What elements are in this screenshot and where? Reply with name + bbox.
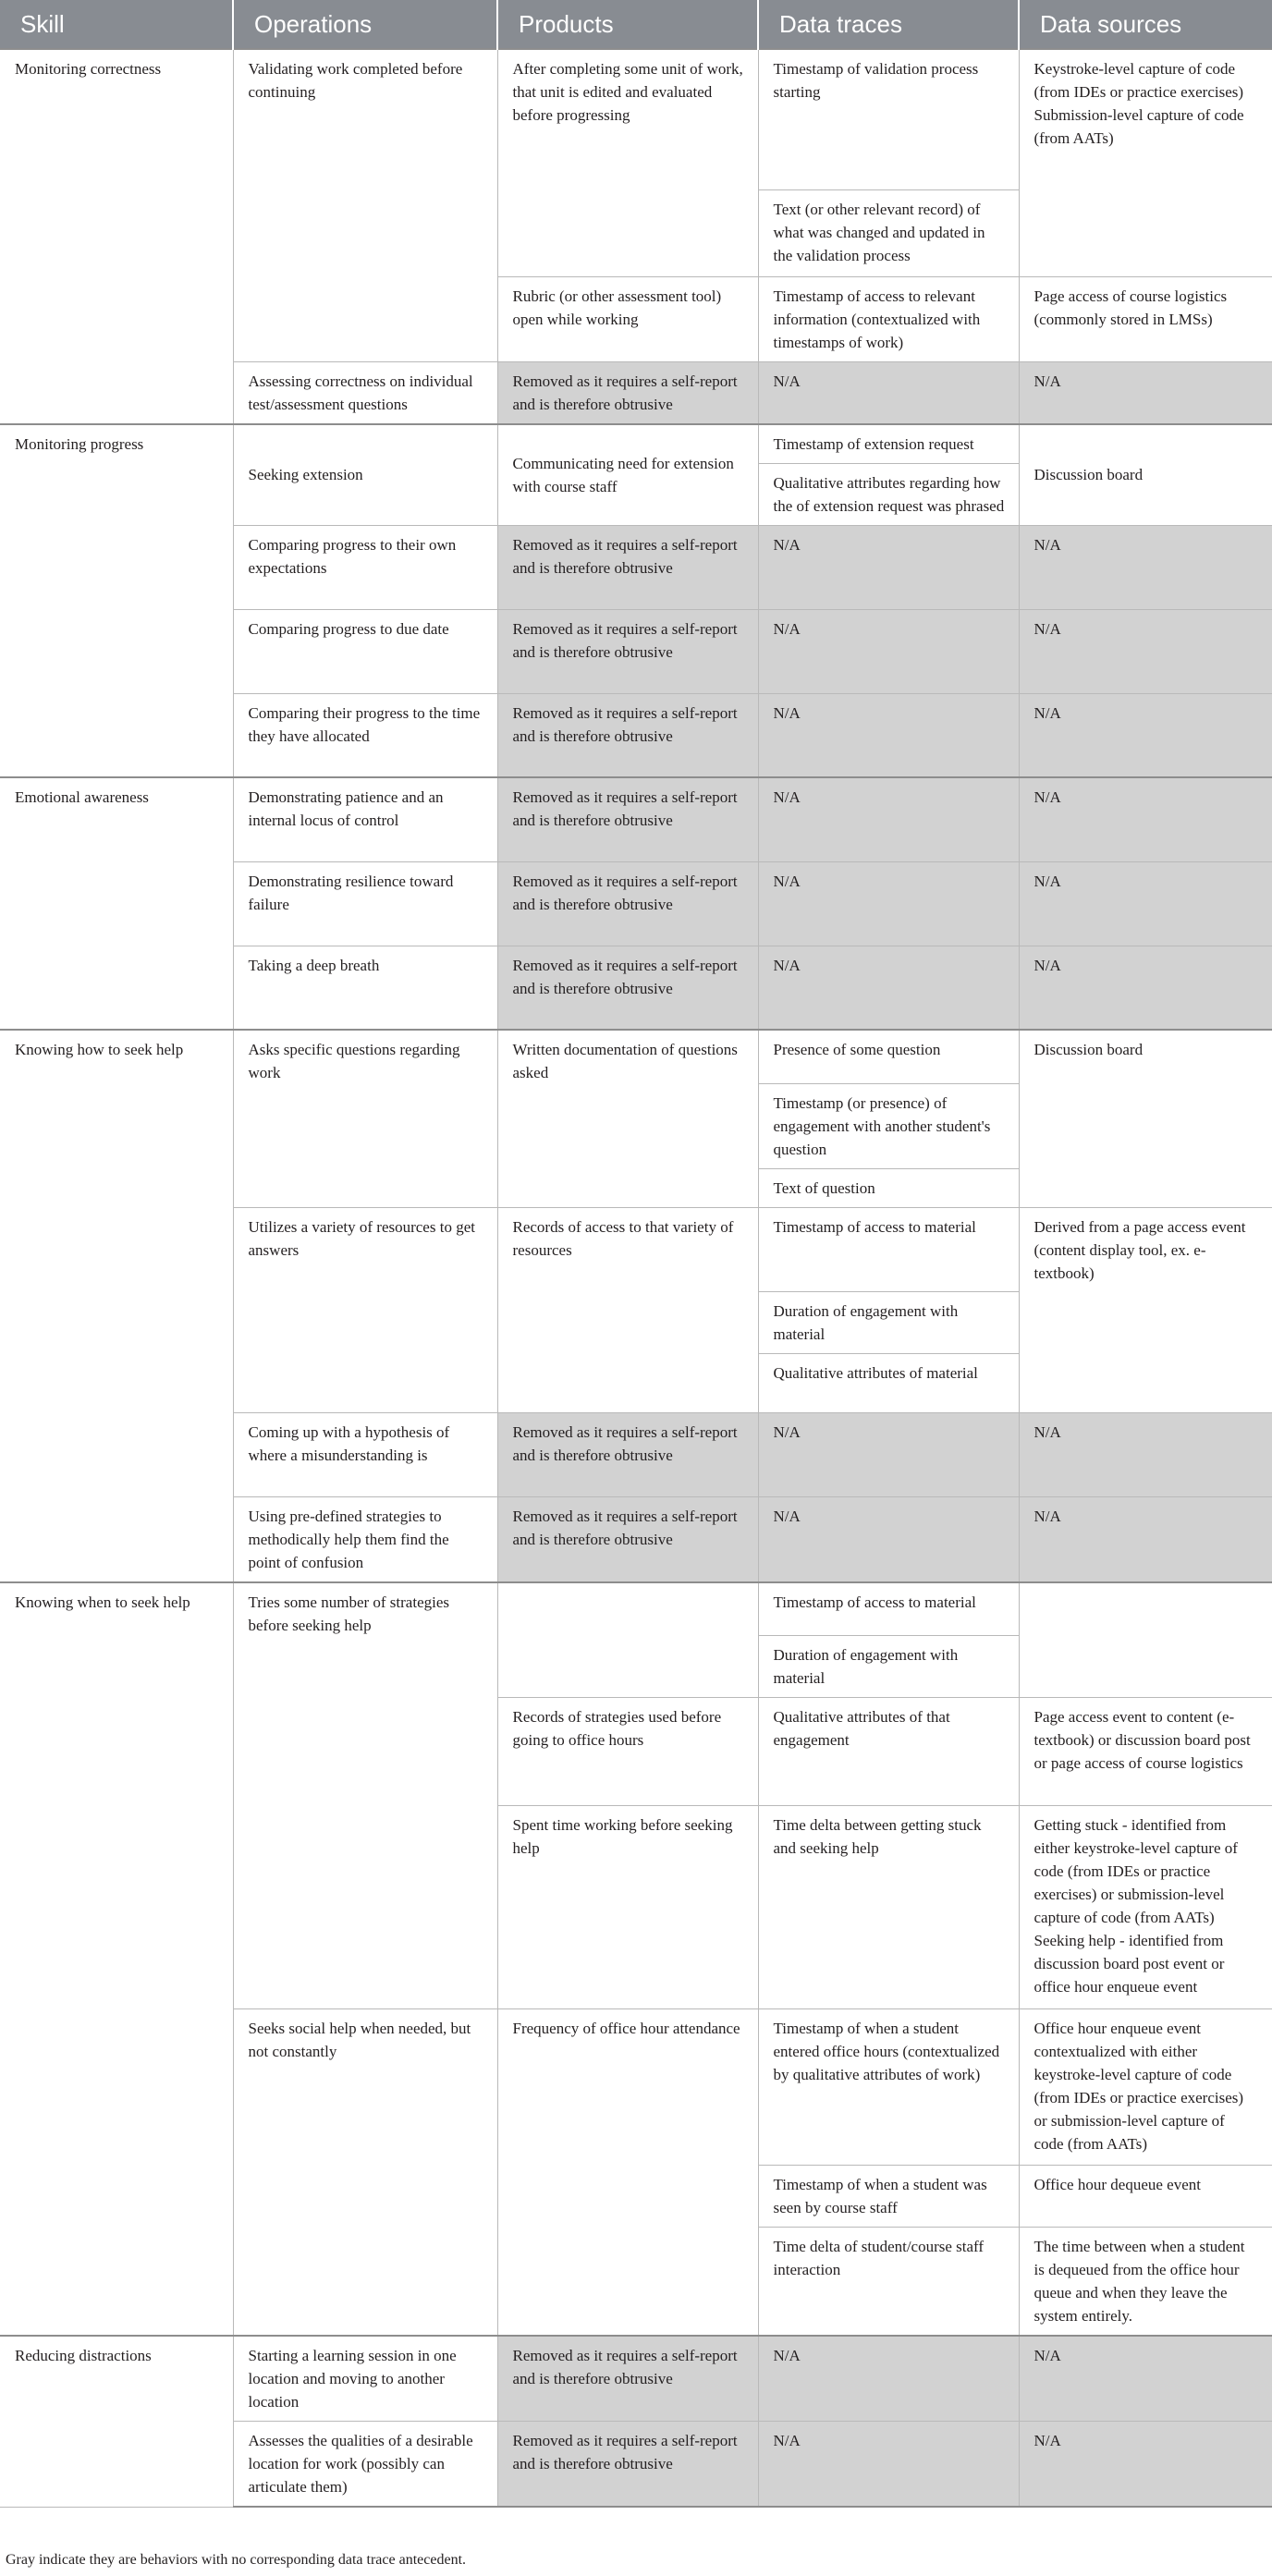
data-source-cell: Derived from a page access event (content display tool, ex. e-textbook) [1019, 1207, 1272, 1412]
operation-cell: Comparing progress to due date [233, 609, 497, 693]
data-source-cell: Page access event to content (e-textbook) or discussion board post or page access of course logistics [1019, 1698, 1272, 1806]
data-trace-cell: Text of question [758, 1168, 1019, 1207]
data-trace-cell: N/A [758, 946, 1019, 1030]
data-trace-cell: Timestamp (or presence) of engagement with another student's question [758, 1083, 1019, 1168]
data-trace-cell: Timestamp of when a student was seen by course staff [758, 2166, 1019, 2228]
data-source-cell: N/A [1019, 1496, 1272, 1582]
data-source-cell: N/A [1019, 2422, 1272, 2508]
data-trace-cell: N/A [758, 1412, 1019, 1496]
product-cell: Removed as it requires a self-report and is therefore obtrusive [497, 2422, 758, 2508]
data-trace-cell: Timestamp of access to material [758, 1582, 1019, 1636]
header-products: Products [497, 0, 758, 49]
operation-cell: Utilizes a variety of resources to get answers [233, 1207, 497, 1412]
product-cell: Records of access to that variety of resources [497, 1207, 758, 1412]
product-cell: Removed as it requires a self-report and is therefore obtrusive [497, 525, 758, 609]
data-trace-cell: N/A [758, 1496, 1019, 1582]
data-trace-cell: N/A [758, 777, 1019, 861]
operation-cell: Taking a deep breath [233, 946, 497, 1030]
product-cell: Removed as it requires a self-report and is therefore obtrusive [497, 1496, 758, 1582]
data-source-cell: N/A [1019, 2336, 1272, 2422]
operation-cell: Assessing correctness on individual test/assessment questions [233, 361, 497, 424]
data-source-cell: Keystroke-level capture of code (from IDEs or practice exercises) Submission-level capture of code (from AATs) [1019, 49, 1272, 276]
skill-cell: Reducing distractions [0, 2336, 233, 2507]
operation-cell: Using pre-defined strategies to methodically help them find the point of confusion [233, 1496, 497, 1582]
header-skill: Skill [0, 0, 233, 49]
data-trace-cell: Duration of engagement with material [758, 1636, 1019, 1698]
header-operations: Operations [233, 0, 497, 49]
operation-cell: Comparing progress to their own expectations [233, 525, 497, 609]
product-cell: After completing some unit of work, that unit is edited and evaluated before progressing [497, 49, 758, 276]
data-trace-cell: N/A [758, 693, 1019, 777]
product-cell: Removed as it requires a self-report and is therefore obtrusive [497, 777, 758, 861]
data-source-cell [1019, 1582, 1272, 1698]
operation-cell: Demonstrating patience and an internal locus of control [233, 777, 497, 861]
data-trace-cell: N/A [758, 361, 1019, 424]
skill-cell: Monitoring correctness [0, 49, 233, 424]
data-trace-cell: Qualitative attributes of that engagement [758, 1698, 1019, 1806]
skill-cell: Monitoring progress [0, 424, 233, 778]
data-source-cell: Getting stuck - identified from either keystroke-level capture of code (from IDEs or practice exercises) or submission-level capture of code (from AATs) Seeking help - identified from discussion board post event or office hour enqueue event [1019, 1806, 1272, 2009]
data-trace-cell: Time delta of student/course staff interaction [758, 2228, 1019, 2337]
operation-cell: Validating work completed before continuing [233, 49, 497, 361]
operation-cell: Assesses the qualities of a desirable location for work (possibly can articulate them) [233, 2422, 497, 2508]
operation-cell: Starting a learning session in one location and moving to another location [233, 2336, 497, 2422]
operation-cell: Demonstrating resilience toward failure [233, 861, 497, 946]
table-row [0, 424, 1272, 464]
data-trace-cell: Time delta between getting stuck and seeking help [758, 1806, 1019, 2009]
product-cell: Removed as it requires a self-report and is therefore obtrusive [497, 693, 758, 777]
table-row [0, 1582, 1272, 1636]
data-trace-cell: Presence of some question [758, 1030, 1019, 1083]
product-cell: Communicating need for extension with course staff [497, 424, 758, 526]
data-source-cell: Office hour dequeue event [1019, 2166, 1272, 2228]
data-trace-cell: Timestamp of access to relevant information (contextualized with timestamps of work) [758, 276, 1019, 361]
table-row [0, 777, 1272, 861]
product-cell: Records of strategies used before going to office hours [497, 1698, 758, 1806]
skill-cell: Knowing when to seek help [0, 1582, 233, 2337]
header-data-traces: Data traces [758, 0, 1019, 49]
data-trace-cell: N/A [758, 2336, 1019, 2422]
data-trace-cell: Timestamp of when a student entered office hours (contextualized by qualitative attributes of work) [758, 2009, 1019, 2166]
product-cell: Removed as it requires a self-report and is therefore obtrusive [497, 1412, 758, 1496]
product-cell: Spent time working before seeking help [497, 1806, 758, 2009]
table-header-row [0, 0, 1272, 49]
operation-cell: Comparing their progress to the time they have allocated [233, 693, 497, 777]
data-source-cell: N/A [1019, 1412, 1272, 1496]
data-trace-cell: Qualitative attributes regarding how the of extension request was phrased [758, 463, 1019, 525]
data-source-cell: Office hour enqueue event contextualized with either keystroke-level capture of code (from IDEs or practice exercises) or submission-level capture of code (from AATs) [1019, 2009, 1272, 2166]
product-cell: Removed as it requires a self-report and is therefore obtrusive [497, 609, 758, 693]
product-cell: Frequency of office hour attendance [497, 2009, 758, 2337]
data-source-cell: N/A [1019, 361, 1272, 424]
product-cell [497, 1582, 758, 1698]
data-source-cell: Page access of course logistics (commonly stored in LMSs) [1019, 276, 1272, 361]
data-source-cell: N/A [1019, 946, 1272, 1030]
data-source-cell: N/A [1019, 525, 1272, 609]
data-source-cell: Discussion board [1019, 424, 1272, 526]
data-source-cell: The time between when a student is dequeued from the office hour queue and when they leave the system entirely. [1019, 2228, 1272, 2337]
data-trace-cell: Timestamp of validation process starting [758, 49, 1019, 189]
product-cell: Removed as it requires a self-report and is therefore obtrusive [497, 2336, 758, 2422]
data-trace-cell: N/A [758, 2422, 1019, 2508]
product-cell: Rubric (or other assessment tool) open while working [497, 276, 758, 361]
table-footnote: Gray indicate they are behaviors with no corresponding data trace antecedent. [6, 2552, 467, 2568]
data-trace-cell: Qualitative attributes of material [758, 1353, 1019, 1412]
table-row [0, 2336, 1272, 2422]
data-trace-cell: N/A [758, 525, 1019, 609]
operation-cell: Seeking extension [233, 424, 497, 526]
data-trace-cell: Text (or other relevant record) of what was changed and updated in the validation process [758, 189, 1019, 276]
product-cell: Written documentation of questions asked [497, 1030, 758, 1207]
table-row [0, 49, 1272, 189]
operation-cell: Seeks social help when needed, but not constantly [233, 2009, 497, 2337]
operation-cell: Tries some number of strategies before seeking help [233, 1582, 497, 2009]
operation-cell: Asks specific questions regarding work [233, 1030, 497, 1207]
data-source-cell: Discussion board [1019, 1030, 1272, 1207]
skill-cell: Knowing how to seek help [0, 1030, 233, 1582]
product-cell: Removed as it requires a self-report and is therefore obtrusive [497, 946, 758, 1030]
data-trace-cell: N/A [758, 861, 1019, 946]
data-trace-cell: Timestamp of access to material [758, 1207, 1019, 1291]
data-trace-cell: Duration of engagement with material [758, 1291, 1019, 1353]
data-source-cell: N/A [1019, 777, 1272, 861]
data-trace-cell: N/A [758, 609, 1019, 693]
table-row [0, 1030, 1272, 1083]
data-source-cell: N/A [1019, 861, 1272, 946]
skill-cell: Emotional awareness [0, 777, 233, 1030]
product-cell: Removed as it requires a self-report and is therefore obtrusive [497, 361, 758, 424]
data-trace-cell: Timestamp of extension request [758, 424, 1019, 464]
data-source-cell: N/A [1019, 609, 1272, 693]
operation-cell: Coming up with a hypothesis of where a misunderstanding is [233, 1412, 497, 1496]
product-cell: Removed as it requires a self-report and is therefore obtrusive [497, 861, 758, 946]
header-data-sources: Data sources [1019, 0, 1272, 49]
data-source-cell: N/A [1019, 693, 1272, 777]
